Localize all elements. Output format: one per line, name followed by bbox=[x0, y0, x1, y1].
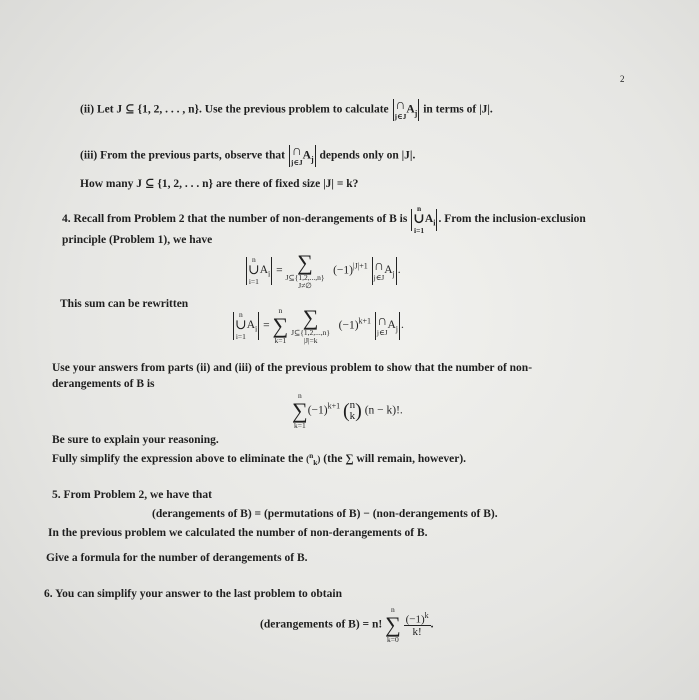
problem-6-number: 6. bbox=[44, 588, 53, 600]
problem-6-line: 6. You can simplify your answer to the last problem to obtain bbox=[44, 588, 342, 600]
use-answers-line-a: Use your answers from parts (ii) and (iii) of the previous problem to show that the number of non- bbox=[52, 362, 533, 374]
problem-4-intro: 4. Recall from Problem 2 that the number of non-derangements of B is n ∪ i=1 $A_i$ . From the inclusion-exclusion bbox=[62, 204, 586, 235]
explain-line: Be sure to explain your reasoning. bbox=[52, 434, 219, 446]
part-iii-text-b: depends only on |J|. bbox=[319, 149, 416, 162]
equation-3: n ∑ k=1 $(-1)^{k+1}$ (n k) (n − k)!. bbox=[292, 391, 403, 430]
problem-5-text-b: In the previous problem we calculated the number of non-derangements of B. bbox=[48, 527, 428, 539]
problem-5-line: 5. From Problem 2, we have that bbox=[52, 489, 212, 501]
problem-4-intro-c: principle (Problem 1), we have bbox=[62, 234, 213, 246]
page-number: 2 bbox=[620, 74, 625, 84]
set-a: A bbox=[406, 103, 415, 116]
part-iii-question: How many J ⊆ {1, 2, . . . n} are there of fixed size |J| = k? bbox=[80, 178, 359, 190]
problem-5-equation: (derangements of B) = (permutations of B) − (non-derangements of B). bbox=[152, 508, 498, 520]
simplify-line: Fully simplify the expression above to eliminate the ($^n_k$) (the ∑ will remain, however). bbox=[52, 451, 467, 467]
equation-2: n ∪ i=1 $A_i$ = n ∑ k=1 ∑ J⊆{1,2,...,n} |J|=k $(-1)^{k+1}$ ∩ j∈J $A_j$ . bbox=[235, 305, 404, 345]
use-answers-line-b: derangements of B is bbox=[52, 378, 155, 390]
intersection-symbol: ∩ j∈J bbox=[394, 98, 407, 122]
problem-6-equation: (derangements of B) = n! n ∑ k=0 $\frac{(-1)^k}{k!}$ . bbox=[260, 605, 434, 644]
rewrite-line: This sum can be rewritten bbox=[60, 298, 189, 310]
problem-4-number: 4. bbox=[62, 213, 71, 226]
part-ii-label: (ii) bbox=[80, 103, 95, 116]
part-ii-text-a: Let J ⊆ {1, 2, . . . , n}. Use the previous problem to calculate bbox=[96, 103, 389, 116]
part-ii-text-b: in terms of |J|. bbox=[423, 103, 493, 116]
equation-1: n ∪ i=1 $A_i$ = ∑ J⊆{1,2,...,n} J≠∅ $(-1)^{|J|+1}$ ∩ j∈J $A_j$ . bbox=[248, 250, 401, 290]
part-ii-line: (ii) Let J ⊆ {1, 2, . . . , n}. Use the previous problem to calculate ∩ j∈J $A_j$ in terms of |J|. bbox=[80, 98, 493, 122]
problem-5-text-c: Give a formula for the number of derangements of B. bbox=[46, 552, 308, 564]
part-iii-label: (iii) bbox=[80, 149, 98, 162]
problem-5-number: 5. bbox=[52, 489, 61, 501]
part-iii-text-a: From the previous parts, observe that bbox=[100, 149, 285, 162]
part-iii-line: (iii) From the previous parts, observe that ∩ j∈J $A_j$ depends only on |J|. bbox=[80, 144, 416, 168]
